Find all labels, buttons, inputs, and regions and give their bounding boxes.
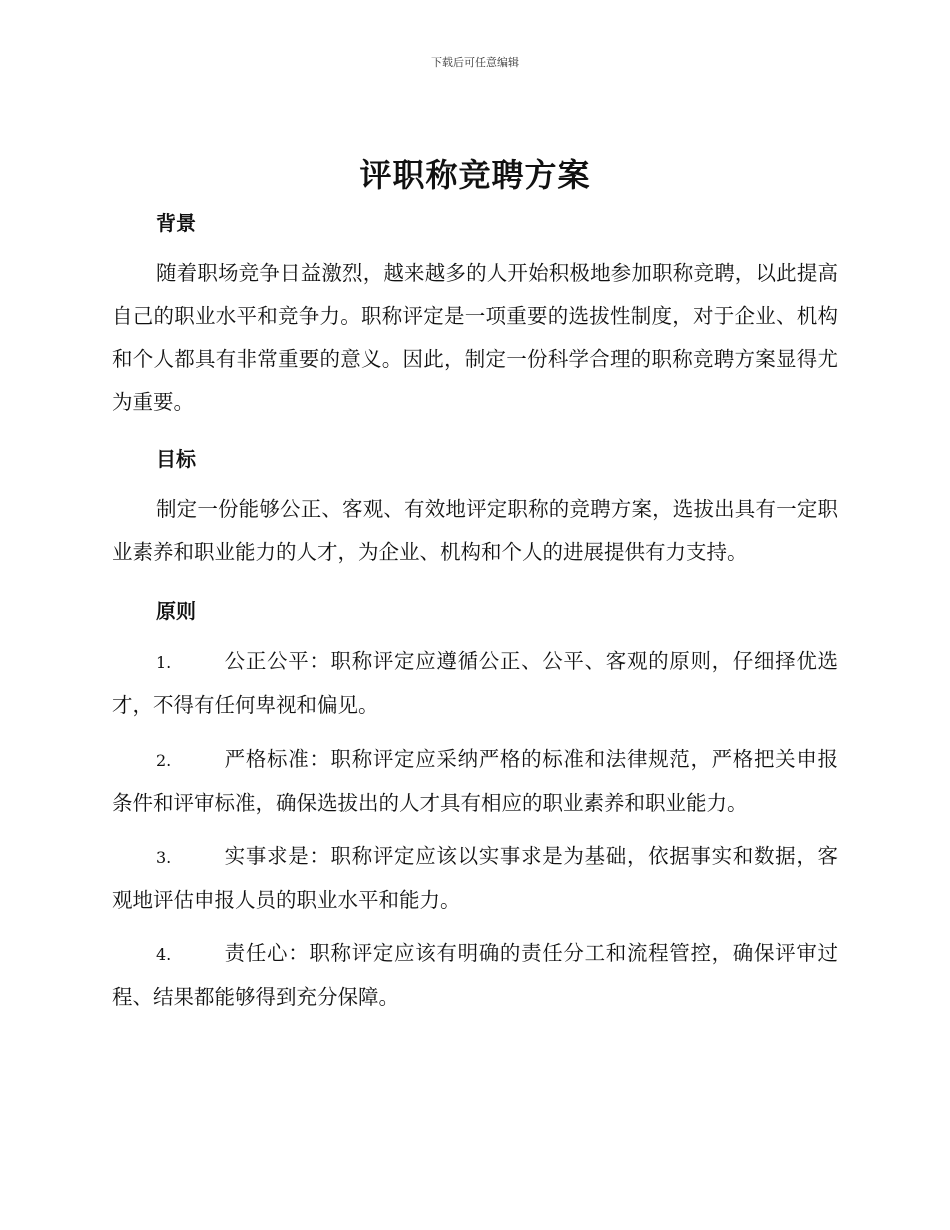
section-heading-principles: 原则 (156, 599, 196, 623)
list-number: 1. (156, 653, 172, 672)
section-heading-goal: 目标 (156, 447, 196, 471)
list-number: 4. (156, 945, 172, 964)
section-heading-background: 背景 (156, 211, 196, 235)
principle-text: 严格标准：职称评定应采纳严格的标准和法律规范，严格把关申报条件和评审标准，确保选拔出的人才具有相应的职业素养和职业能力。 (112, 747, 838, 815)
principle-text: 公正公平：职称评定应遵循公正、公平、客观的原则，仔细择优选才，不得有任何卑视和偏见。 (112, 649, 838, 717)
principle-item (112, 835, 838, 922)
principle-item (112, 932, 838, 1019)
page-header-note: 下载后可任意编辑 (431, 56, 519, 69)
principle-text: 责任心：职称评定应该有明确的责任分工和流程管控，确保评审过程、结果都能够得到充分保障。 (112, 941, 838, 1009)
document-title: 评职称竞聘方案 (359, 156, 591, 194)
principle-item (112, 738, 838, 825)
list-number: 3. (156, 848, 172, 867)
principle-text: 实事求是：职称评定应该以实事求是为基础，依据事实和数据，客观地评估申报人员的职业水平和能力。 (112, 844, 838, 912)
goal-paragraph: 制定一份能够公正、客观、有效地评定职称的竞聘方案，选拔出具有一定职业素养和职业能力的人才，为企业、机构和个人的进展提供有力支持。 (112, 497, 838, 564)
principle-item (112, 640, 838, 727)
background-paragraph: 随着职场竞争日益激烈，越来越多的人开始积极地参加职称竞聘，以此提高自己的职业水平和竞争力。职称评定是一项重要的选拔性制度，对于企业、机构和个人都具有非常重要的意义。因此，制定一份科学合理的职称竞聘方案显得尤为重要。 (112, 261, 838, 414)
list-number: 2. (156, 751, 172, 770)
